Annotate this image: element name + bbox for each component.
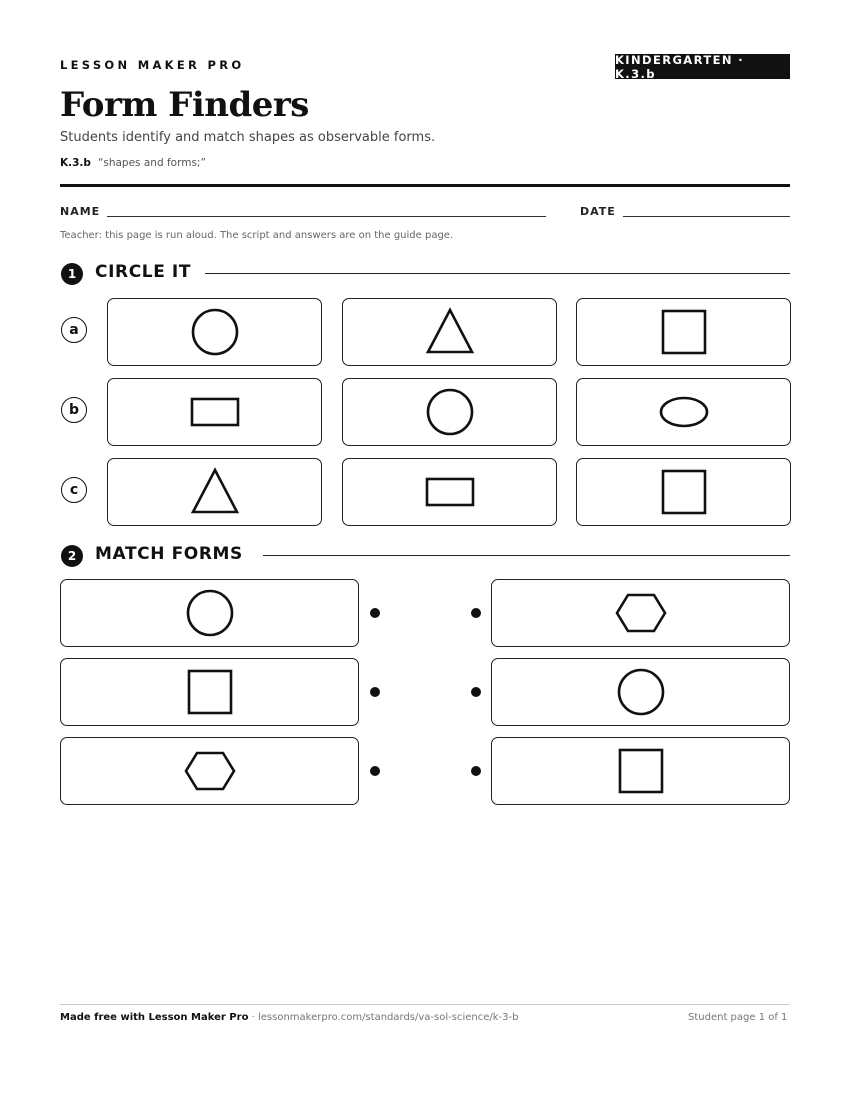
match-left-dot-3[interactable] bbox=[370, 766, 380, 776]
match-right-card-1[interactable] bbox=[491, 579, 790, 647]
date-field[interactable] bbox=[623, 216, 790, 217]
match-right-card-3[interactable] bbox=[491, 737, 790, 805]
match-left-card-1[interactable] bbox=[60, 579, 359, 647]
brand-name: LESSON MAKER PRO bbox=[60, 58, 245, 72]
circle-icon bbox=[185, 588, 235, 638]
section-1-rule bbox=[205, 273, 790, 274]
circle-icon bbox=[616, 667, 666, 717]
match-right-dot-1[interactable] bbox=[471, 608, 481, 618]
choice-card-c-1[interactable] bbox=[107, 458, 322, 526]
name-field[interactable] bbox=[107, 216, 546, 217]
match-left-dot-1[interactable] bbox=[370, 608, 380, 618]
footer-page-number: Student page 1 of 1 bbox=[688, 1012, 788, 1023]
choice-card-a-2[interactable] bbox=[342, 298, 557, 366]
circle-icon bbox=[425, 387, 475, 437]
rectangle-icon bbox=[190, 397, 240, 427]
hexagon-icon bbox=[615, 593, 667, 633]
match-left-card-2[interactable] bbox=[60, 658, 359, 726]
hexagon-icon bbox=[184, 751, 236, 791]
date-label: DATE bbox=[580, 205, 616, 218]
standard-text: “shapes and forms;” bbox=[97, 157, 206, 169]
row-label-c: c bbox=[61, 477, 87, 503]
circle-icon bbox=[190, 307, 240, 357]
choice-card-b-3[interactable] bbox=[576, 378, 791, 446]
rectangle-icon bbox=[425, 477, 475, 507]
triangle-icon bbox=[425, 307, 475, 357]
page-title: Form Finders bbox=[60, 85, 309, 125]
match-left-card-3[interactable] bbox=[60, 737, 359, 805]
choice-card-b-2[interactable] bbox=[342, 378, 557, 446]
section-2-number: 2 bbox=[61, 545, 83, 567]
standard-line bbox=[60, 157, 206, 169]
triangle-icon bbox=[190, 467, 240, 517]
grade-badge: KINDERGARTEN · K.3.b bbox=[615, 54, 790, 79]
standard-code: K.3.b bbox=[60, 157, 91, 169]
match-right-dot-2[interactable] bbox=[471, 687, 481, 697]
footer-divider bbox=[60, 1004, 790, 1005]
header-divider bbox=[60, 184, 790, 187]
section-2-title: MATCH FORMS bbox=[95, 544, 243, 564]
square-icon bbox=[185, 667, 235, 717]
oval-icon bbox=[659, 395, 709, 429]
row-label-a: a bbox=[61, 317, 87, 343]
match-left-dot-2[interactable] bbox=[370, 687, 380, 697]
row-label-b: b bbox=[61, 397, 87, 423]
choice-card-a-1[interactable] bbox=[107, 298, 322, 366]
section-1-title: CIRCLE IT bbox=[95, 262, 192, 282]
square-icon bbox=[659, 467, 709, 517]
choice-card-c-2[interactable] bbox=[342, 458, 557, 526]
footer-credit bbox=[60, 1012, 518, 1023]
footer-url[interactable]: · lessonmakerpro.com/standards/va-sol-science/k-3-b bbox=[248, 1012, 519, 1023]
choice-card-b-1[interactable] bbox=[107, 378, 322, 446]
match-right-card-2[interactable] bbox=[491, 658, 790, 726]
page-subtitle: Students identify and match shapes as observable forms. bbox=[60, 130, 436, 145]
choice-card-c-3[interactable] bbox=[576, 458, 791, 526]
match-right-dot-3[interactable] bbox=[471, 766, 481, 776]
teacher-note: Teacher: this page is run aloud. The script and answers are on the guide page. bbox=[60, 230, 454, 241]
footer-made-free: Made free with Lesson Maker Pro bbox=[60, 1012, 249, 1023]
section-1-number: 1 bbox=[61, 263, 83, 285]
choice-card-a-3[interactable] bbox=[576, 298, 791, 366]
square-icon bbox=[659, 307, 709, 357]
name-label: NAME bbox=[60, 205, 101, 218]
section-2-rule bbox=[263, 555, 790, 556]
square-icon bbox=[616, 746, 666, 796]
